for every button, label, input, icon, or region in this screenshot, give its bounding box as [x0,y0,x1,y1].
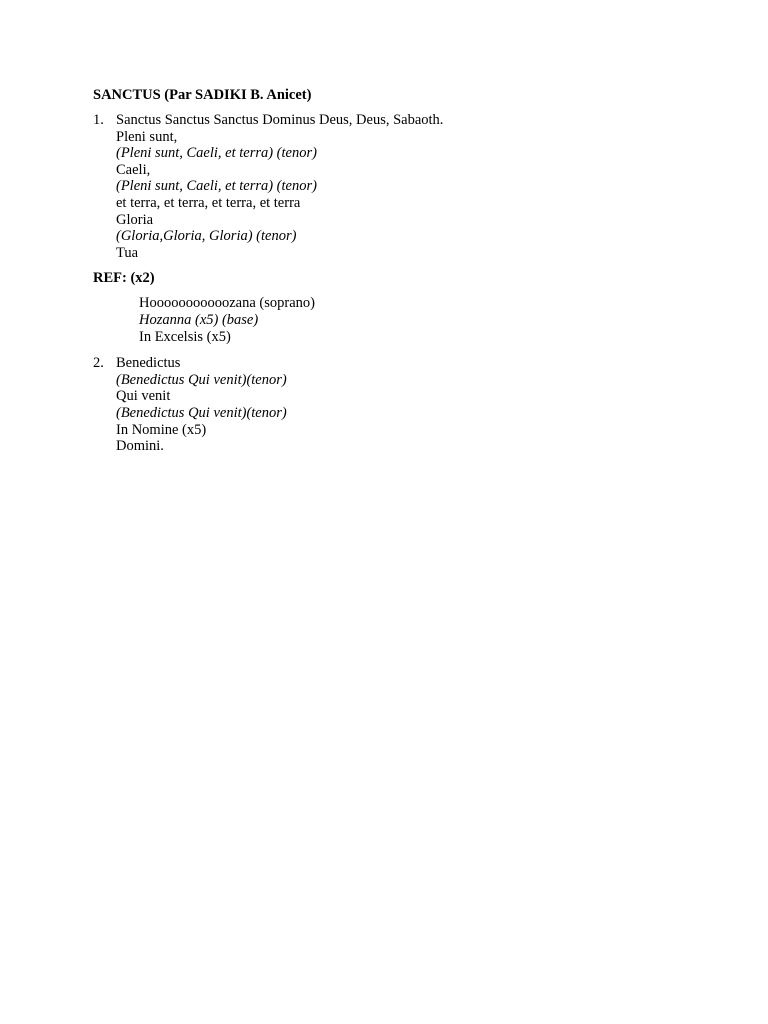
refrain-lines [139,295,693,345]
refrain-line: In Excelsis (x5) [139,328,231,345]
verse-line: Tua [116,244,139,261]
verse-line: (Benedictus Qui venit)(tenor) [116,371,287,388]
verse-line: Sanctus Sanctus Sanctus Dominus Deus, Deus, Sabaoth. [116,112,444,128]
refrain-line: Hozanna (x5) (base) [139,311,259,328]
verse-number: 2. [93,355,104,372]
verse-line: (Benedictus Qui venit)(tenor) [116,404,287,421]
verse-line: Gloria [116,211,154,228]
verse-1 [93,112,693,261]
refrain-heading: REF: (x2) [93,270,155,287]
verse-line: (Pleni sunt, Caeli, et terra) (tenor) [116,145,317,162]
verse-line: Caeli, [116,161,151,178]
document-title: SANCTUS (Par SADIKI B. Anicet) [93,87,312,103]
document-page [93,86,693,455]
verse-line: et terra, et terra, et terra, et terra [116,194,301,211]
verse-1-lines [116,112,693,261]
verse-line: (Pleni sunt, Caeli, et terra) (tenor) [116,178,317,195]
verse-line: Benedictus [116,355,181,372]
verse-2 [93,355,693,455]
verse-2-lines [116,355,693,455]
verse-line: In Nomine (x5) [116,421,207,438]
verse-line: (Gloria,Gloria, Gloria) (tenor) [116,228,297,245]
verse-line: Pleni sunt, [116,128,178,145]
refrain-line: Hooooooooooozana (soprano) [139,295,315,312]
verse-number: 1. [93,112,104,128]
verse-line: Domini. [116,438,164,455]
verse-line: Qui venit [116,388,171,405]
